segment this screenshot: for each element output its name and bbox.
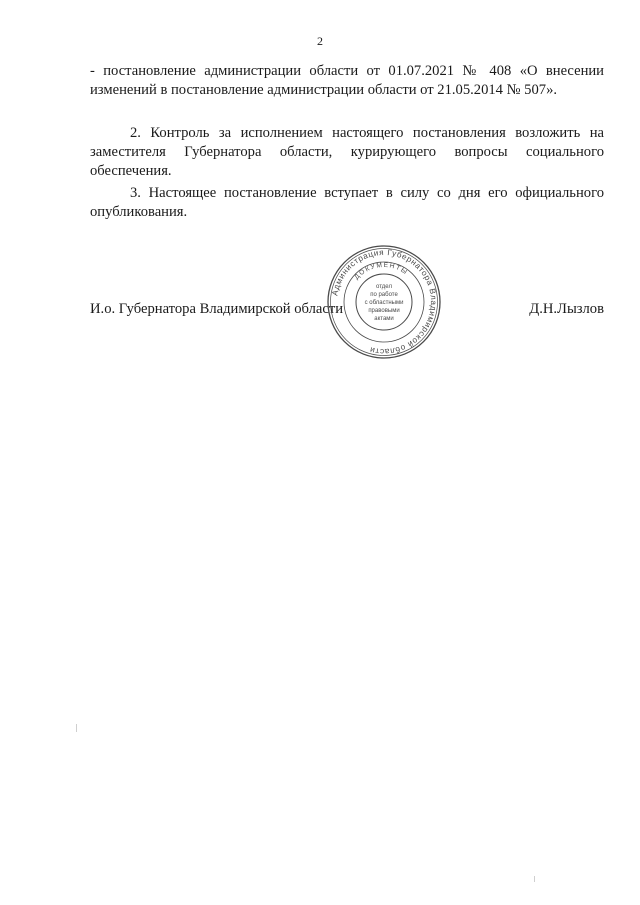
official-seal-stamp xyxy=(326,244,442,360)
seal-center-line: правовыми xyxy=(368,308,400,314)
seal-center-line: с областными xyxy=(364,300,404,306)
paragraph-amendment-item: - постановление администрации области от 01.07.2021 № 408 «О внесении изменений в постановление администрации области от 21.05.2014 № 507». xyxy=(90,63,604,98)
seal-center-line: отдел xyxy=(376,284,392,290)
signatory-name: Д.Н.Лызлов xyxy=(529,301,604,317)
paragraph-control: 2. Контроль за исполнением настоящего постановления возложить на заместителя Губернатора области, курирующего вопросы социального обеспечения. xyxy=(90,125,604,179)
paragraph-entry-into-force: 3. Настоящее постановление вступает в силу со дня его официального опубликования. xyxy=(90,185,604,220)
page-number: 2 xyxy=(317,34,323,48)
seal-center-line: по работе xyxy=(370,292,398,298)
scan-artifact-mark xyxy=(76,724,77,732)
signatory-title: И.о. Губернатора Владимирской области xyxy=(90,301,344,317)
svg-text:Администрация Губернатора Влад: Администрация Губернатора Владимирской области xyxy=(330,247,439,357)
svg-text:ДОКУМЕНТЫ: ДОКУМЕНТЫ xyxy=(353,261,410,282)
scan-artifact-mark xyxy=(534,876,535,882)
seal-center-line: актами xyxy=(374,316,394,322)
